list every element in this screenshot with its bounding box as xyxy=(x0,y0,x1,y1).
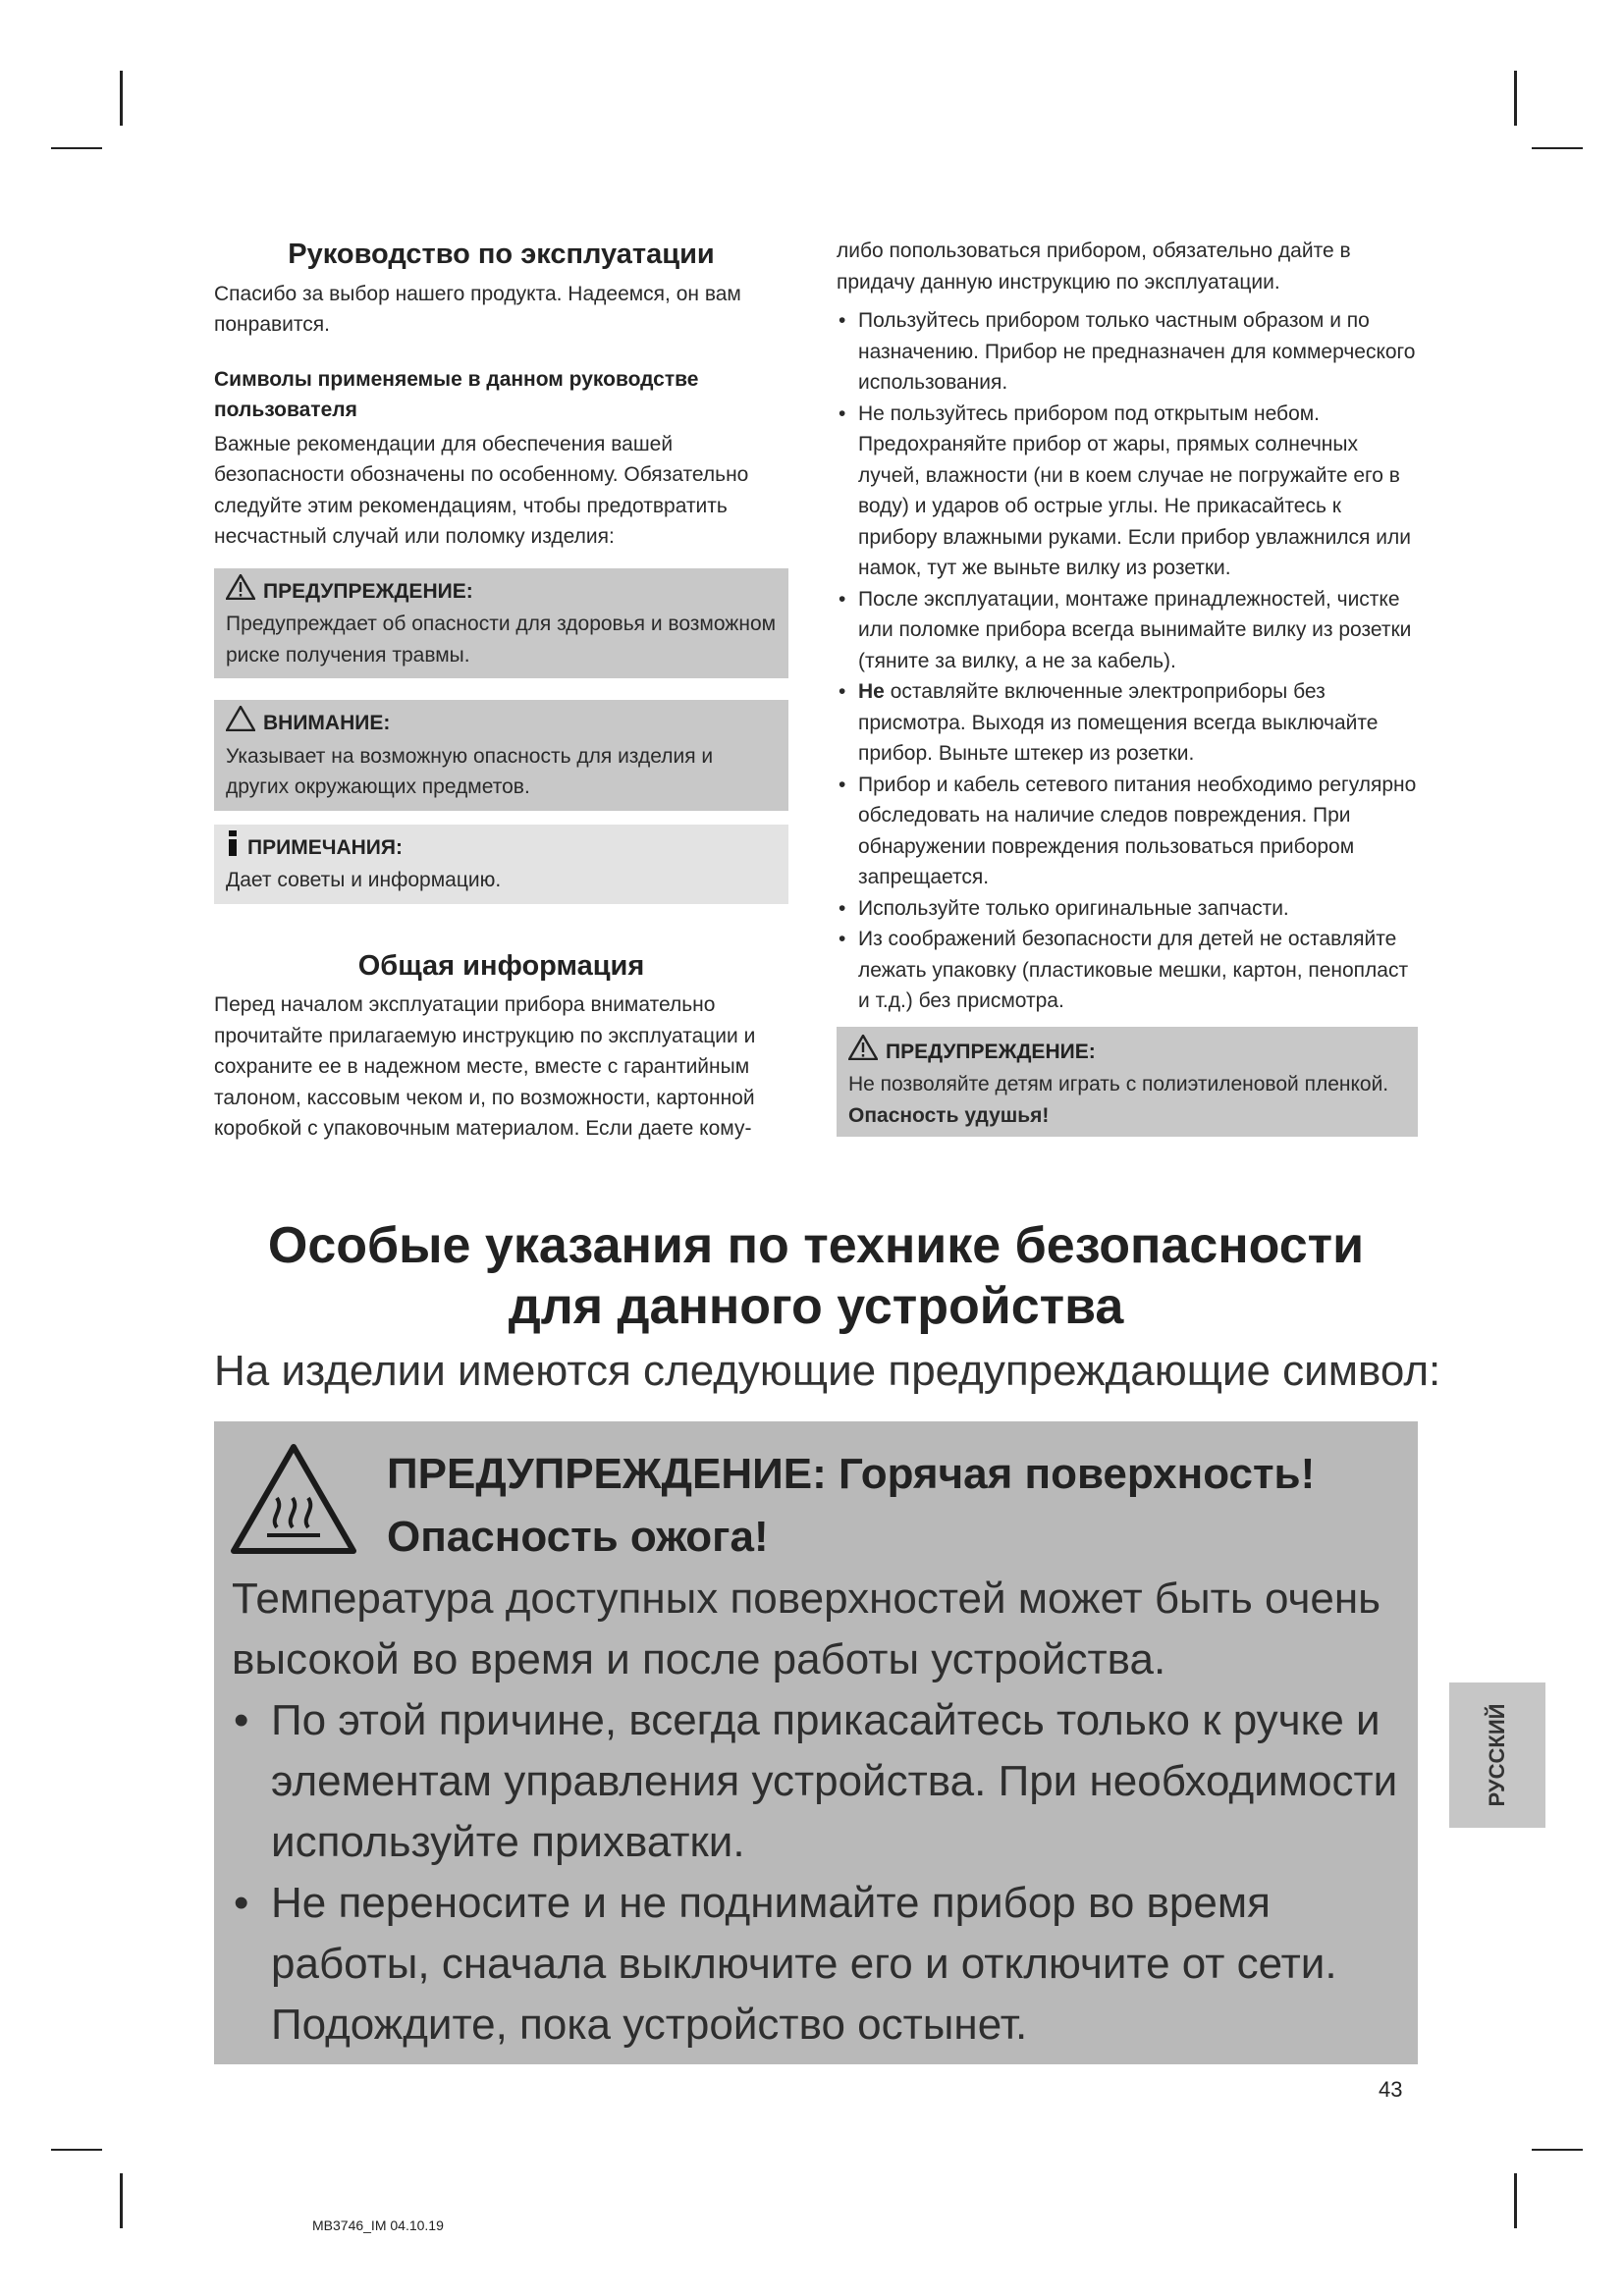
hot-surface-icon xyxy=(228,1441,359,1557)
warning-triangle-icon xyxy=(226,574,255,610)
hot-surface-text: Температура доступных поверхностей может быть очень высокой во время и после работы устройства. xyxy=(232,1575,1381,1683)
safety-title xyxy=(214,1215,1418,1337)
info-icon xyxy=(226,830,240,866)
list-item: • После эксплуатации, монтаже принадлежностей, чистке или поломке прибора всегда вынимайте вилку из розетки (тяните за вилку, а не за кабель). xyxy=(837,584,1418,677)
list-item xyxy=(837,676,1418,770)
list-item-bold: Не xyxy=(858,680,885,703)
hot-surface-warning-box xyxy=(214,1421,1418,2064)
child-warning-box xyxy=(837,1027,1418,1138)
list-item: • Из соображений безопасности для детей не оставляйте лежать упаковку (пластиковые мешки, картон, пенопласт и т.д.) без присмотра. xyxy=(837,924,1418,1017)
language-tab xyxy=(1449,1682,1545,1828)
list-item: • Не пользуйтесь прибором под открытым небом. Предохраняйте прибор от жары, прямых солнечных лучей, влажности (ни в коем случае не погружайте его в воду) и ударов об острые углы. Не прикасайтесь к прибору влажными руками. Если прибор увлажнился или намок, тут же выньте вилку из розетки. xyxy=(837,399,1418,584)
list-item: • Используйте только оригинальные запчасти. xyxy=(837,893,1418,925)
child-warning-label: ПРЕДУПРЕЖДЕНИЕ: xyxy=(886,1040,1096,1063)
continuation-text: либо попользоваться прибором, обязательно дайте в придачу данную инструкцию по эксплуатации. xyxy=(837,240,1351,294)
symbols-lead: На изделии имеются следующие предупреждающие символ: xyxy=(214,1347,1441,1395)
list-item: • Не переносите и не поднимайте прибор во время работы, сначала выключите его и отключите от сети. Подождите, пока устройство остынет. xyxy=(232,1873,1398,2056)
list-item: • По этой причине, всегда прикасайтесь только к ручке и элементам управления устройства. При необходимости используйте прихватки. xyxy=(232,1690,1398,1873)
symbols-text: Важные рекомендации для обеспечения вашей безопасности обозначены по особенному. Обязательно следуйте этим рекомендациям, чтобы предотвратить несчастный случай или поломку изделия: xyxy=(214,432,749,548)
hot-surface-title-line2: Опасность ожога! xyxy=(387,1513,769,1561)
warning-text: Предупреждает об опасности для здоровья и возможном риске получения травмы. xyxy=(226,613,777,667)
caution-box xyxy=(214,700,788,811)
manual-title: Руководство по эксплуатации xyxy=(288,239,715,270)
list-item-text: оставляйте включенные электроприборы без присмотра. Выходя из помещения всегда выключайте прибор. Выньте штекер из розетки. xyxy=(858,680,1379,765)
general-info-title: Общая информация xyxy=(357,949,645,982)
caution-label: ВНИМАНИЕ: xyxy=(263,712,391,734)
crop-mark xyxy=(1514,71,1517,126)
crop-mark xyxy=(1514,2173,1517,2228)
left-column xyxy=(214,236,788,1145)
hot-surface-list xyxy=(232,1690,1398,2056)
general-info-text: Перед началом эксплуатации прибора внимательно прочитайте прилагаемую инструкцию по эксплуатации и сохраните ее в надежном месте, вместе с гарантийным талоном, кассовым чеком и, по возможности, картонной коробкой с упаковочным материалом. Если даете кому- xyxy=(214,993,756,1140)
caution-text: Указывает на возможную опасность для изделия и других окружающих предметов. xyxy=(226,744,714,798)
note-text: Дает советы и информацию. xyxy=(226,869,502,891)
safety-title-line1: Особые указания по технике безопасности xyxy=(267,1217,1365,1274)
symbols-title: Символы применяемые в данном руководстве пользователя xyxy=(214,367,699,421)
warning-label: ПРЕДУПРЕЖДЕНИЕ: xyxy=(263,579,473,603)
note-box xyxy=(214,825,788,904)
child-warning-text: Не позволяйте детям играть с полиэтиленовой пленкой. xyxy=(848,1073,1389,1095)
safety-list xyxy=(837,305,1418,1017)
hot-surface-title xyxy=(387,1443,1315,1569)
crop-mark xyxy=(1532,2149,1583,2151)
right-column xyxy=(837,236,1418,1137)
warning-triangle-icon xyxy=(848,1035,878,1070)
list-item: • Пользуйтесь прибором только частным образом и по назначению. Прибор не предназначен для коммерческого использования. xyxy=(837,305,1418,399)
list-item: • Прибор и кабель сетевого питания необходимо регулярно обследовать на наличие следов повреждения. При обнаружении повреждения пользоваться прибором запрещается. xyxy=(837,770,1418,893)
crop-mark xyxy=(120,71,123,126)
intro-text: Спасибо за выбор нашего продукта. Надеемся, он вам понравится. xyxy=(214,282,741,336)
language-label: РУССКИЙ xyxy=(1485,1703,1509,1807)
crop-mark xyxy=(120,2173,123,2228)
caution-triangle-icon xyxy=(226,706,255,741)
warning-box xyxy=(214,568,788,679)
hot-surface-title-line1: ПРЕДУПРЕЖДЕНИЕ: Горячая поверхность! xyxy=(387,1450,1316,1498)
crop-mark xyxy=(51,147,102,149)
crop-mark xyxy=(51,2149,102,2151)
child-warning-bold: Опасность удушья! xyxy=(848,1103,1050,1127)
crop-mark xyxy=(1532,147,1583,149)
hot-surface-body xyxy=(232,1569,1398,2056)
page-number: 43 xyxy=(1379,2077,1403,2102)
note-label: ПРИМЕЧАНИЯ: xyxy=(247,835,403,859)
footer-code: MB3746_IM 04.10.19 xyxy=(312,2217,444,2233)
safety-title-line2: для данного устройства xyxy=(508,1278,1124,1335)
